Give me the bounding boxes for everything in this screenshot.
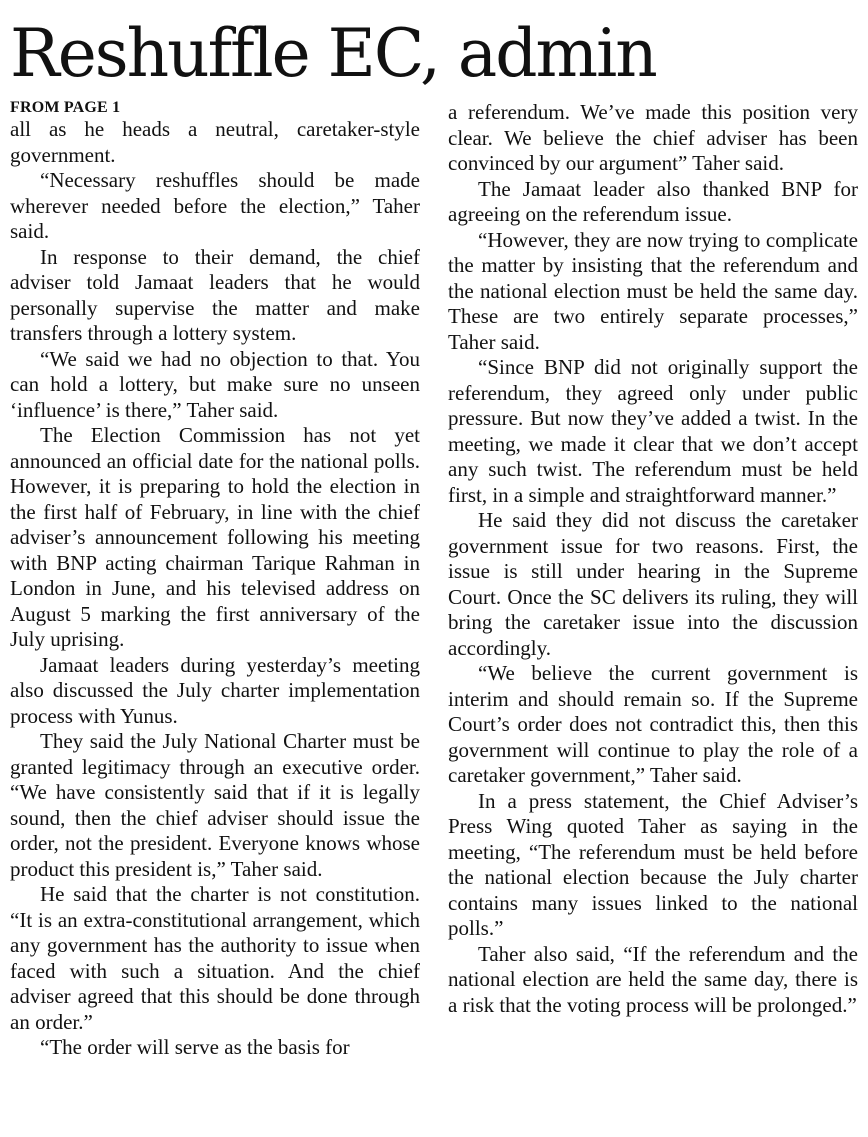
- paragraph: Taher also said, “If the referendum and the national election are held the same day, there is a risk that the voting process will be prolonged.”: [448, 941, 858, 1017]
- paragraph: “We said we had no objection to that. You can hold a lottery, but make sure no unseen ‘influence’ is there,” Taher said.: [10, 346, 420, 422]
- paragraph: He said that the charter is not constitution. “It is an extra-constitutional arrangement, which any government has the authority to issue when faced with such a situation. And the chief adviser agreed that this should be done through an order.”: [10, 882, 420, 1034]
- paragraph: The Jamaat leader also thanked BNP for agreeing on the referendum issue.: [448, 176, 858, 226]
- paragraph: a referendum. We’ve made this position very clear. We believe the chief adviser has been convinced by our argument” Taher said.: [448, 100, 858, 175]
- paragraph: Jamaat leaders during yesterday’s meeting also discussed the July charter implementation process with Yunus.: [10, 652, 420, 728]
- paragraph: all as he heads a neutral, caretaker-style government.: [10, 117, 420, 167]
- paragraph: “Necessary reshuffles should be made wherever needed before the election,” Taher said.: [10, 168, 420, 243]
- paragraph: The Election Commission has not yet announced an official date for the national polls. However, it is preparing to hold the election in the first half of February, in line with the chief adviser’s announcement following his meeting with BNP acting chairman Tarique Rahman in London in June, and his televised address on August 5 marking the first anniversary of the July uprising.: [10, 423, 420, 651]
- right-column: [448, 100, 858, 1018]
- paragraph: In a press statement, the Chief Adviser’s Press Wing quoted Taher as saying in the meeting, “The referendum must be held before the national election because the July charter contains many issues linked to the national polls.”: [448, 788, 858, 940]
- paragraph: They said the July National Charter must be granted legitimacy through an executive order. “We have consistently said that if it is legally sound, then the chief adviser should issue the order, not the president. Everyone knows whose product this president is,” Taher said.: [10, 729, 420, 881]
- headline: Reshuffle EC, admin: [10, 15, 656, 92]
- paragraph: “We believe the current government is interim and should remain so. If the Supreme Court’s order does not contradict this, then this government will continue to play the role of a caretaker government,” Taher said.: [448, 661, 858, 787]
- continuation-kicker: FROM PAGE 1: [10, 99, 121, 116]
- left-column: [10, 100, 420, 1061]
- paragraph: “Since BNP did not originally support the referendum, they agreed only under public pressure. But now they’ve added a twist. In the meeting, we made it clear that we don’t accept any such twist. The referendum must be held first, in a simple and straightforward manner.”: [448, 355, 858, 507]
- paragraph: He said they did not discuss the caretaker government issue for two reasons. First, the issue is still under hearing in the Supreme Court. Once the SC delivers its ruling, they will bring the caretaker issue into the discussion accordingly.: [448, 508, 858, 660]
- paragraph: “The order will serve as the basis for: [40, 1035, 350, 1059]
- paragraph: In response to their demand, the chief adviser told Jamaat leaders that he would personally supervise the matter and make transfers through a lottery system.: [10, 244, 420, 345]
- paragraph: “However, they are now trying to complicate the matter by insisting that the referendum and the national election must be held the same day. These are two entirely separate processes,” Taher said.: [448, 227, 858, 354]
